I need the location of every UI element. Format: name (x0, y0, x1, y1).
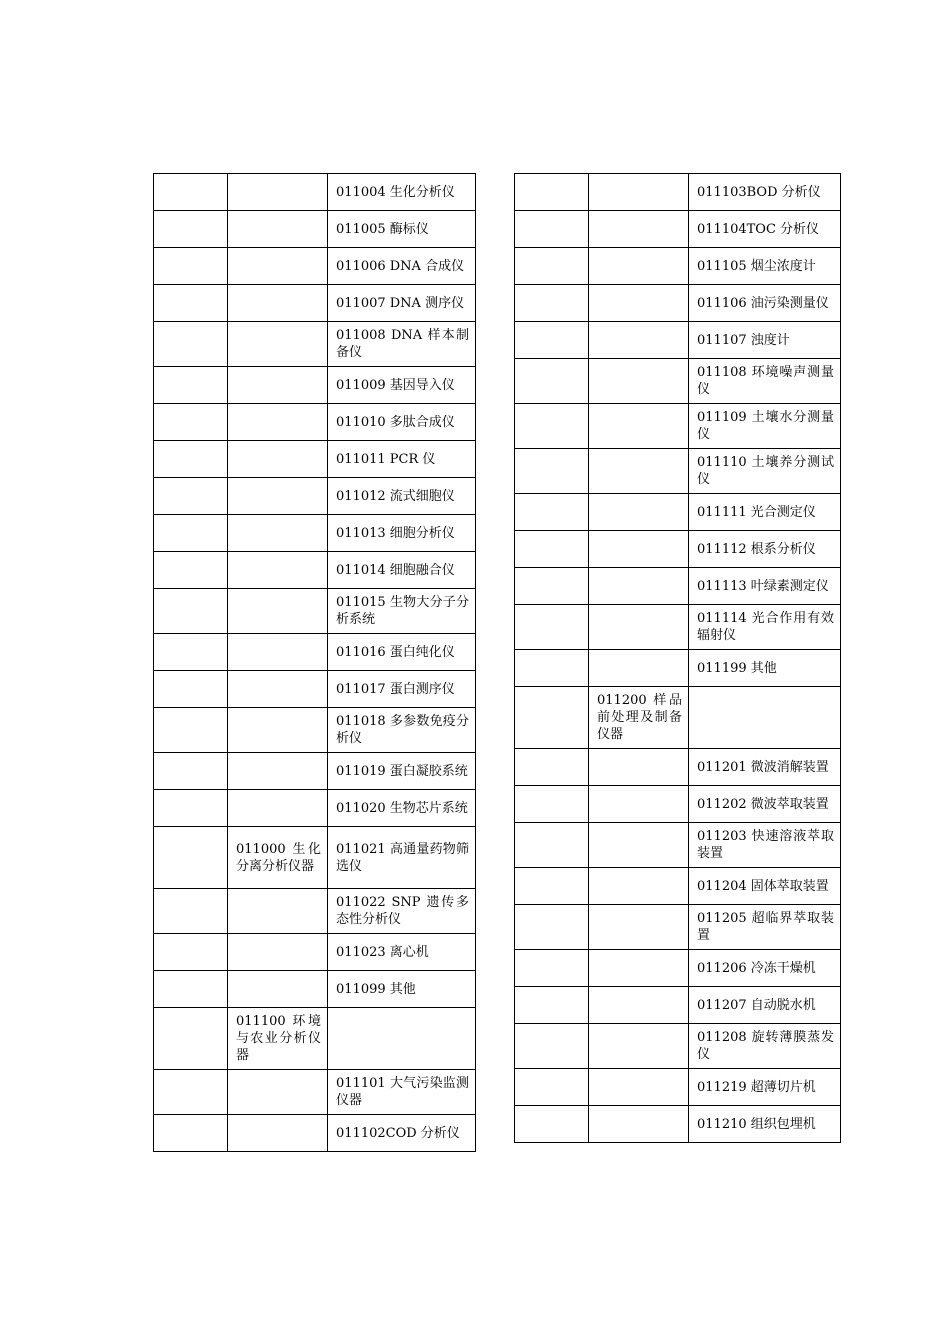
table-row (154, 285, 476, 322)
table-cell-category (228, 1115, 328, 1152)
table-cell-category (228, 404, 328, 441)
table-cell-category (589, 950, 689, 987)
table-cell-category (589, 786, 689, 823)
table-cell-item (689, 687, 841, 749)
table-row (515, 786, 841, 823)
table-cell-blank (154, 174, 228, 211)
table-row (515, 449, 841, 494)
table-cell-blank (515, 359, 589, 404)
table-cell-category (228, 515, 328, 552)
table-cell-category (228, 889, 328, 934)
table-cell-category (589, 1069, 689, 1106)
table-cell-item: 011107 浊度计 (689, 322, 841, 359)
table-cell-category (589, 605, 689, 650)
table-cell-blank (515, 1069, 589, 1106)
left-table-body (154, 174, 476, 1152)
table-cell-item: 011011 PCR 仪 (328, 441, 476, 478)
table-cell-category (589, 568, 689, 605)
table-cell-category (589, 531, 689, 568)
table-cell-item: 011201 微波消解装置 (689, 749, 841, 786)
table-row (154, 827, 476, 889)
table-row (154, 634, 476, 671)
table-row (154, 367, 476, 404)
table-row (515, 950, 841, 987)
table-cell-blank (154, 478, 228, 515)
table-cell-category (228, 589, 328, 634)
table-row (154, 790, 476, 827)
left-table (153, 173, 476, 1152)
table-row (515, 404, 841, 449)
table-row (515, 1024, 841, 1069)
table-cell-blank (515, 1106, 589, 1143)
table-cell-blank (515, 823, 589, 868)
table-cell-category (589, 905, 689, 950)
table-cell-blank (515, 285, 589, 322)
table-cell-blank (515, 605, 589, 650)
table-cell-blank (154, 634, 228, 671)
table-cell-blank (515, 786, 589, 823)
table-cell-item: 011104TOC 分析仪 (689, 211, 841, 248)
table-cell-category (589, 650, 689, 687)
table-cell-blank (515, 650, 589, 687)
table-cell-blank (515, 494, 589, 531)
table-cell-blank (154, 753, 228, 790)
table-cell-category (228, 753, 328, 790)
table-row (154, 322, 476, 367)
table-cell-item: 011109 土壤水分测量仪 (689, 404, 841, 449)
table-cell-item: 011108 环境噪声测量仪 (689, 359, 841, 404)
table-cell-item: 011210 组织包埋机 (689, 1106, 841, 1143)
table-row (154, 404, 476, 441)
table-cell-blank (154, 1115, 228, 1152)
table-row (515, 322, 841, 359)
table-row (154, 478, 476, 515)
table-cell-item: 011006 DNA 合成仪 (328, 248, 476, 285)
table-cell-category (589, 1106, 689, 1143)
table-cell-category (228, 211, 328, 248)
table-cell-blank (515, 950, 589, 987)
table-row (515, 285, 841, 322)
table-cell-category (589, 285, 689, 322)
table-row (154, 174, 476, 211)
table-cell-item: 011010 多肽合成仪 (328, 404, 476, 441)
table-cell-blank (515, 211, 589, 248)
table-row (515, 1106, 841, 1143)
table-cell-category (589, 359, 689, 404)
table-row (154, 708, 476, 753)
table-cell-item: 011021 高通量药物筛选仪 (328, 827, 476, 889)
table-cell-category (228, 367, 328, 404)
table-cell-item: 011102COD 分析仪 (328, 1115, 476, 1152)
table-row (515, 749, 841, 786)
table-row (515, 650, 841, 687)
table-cell-item: 011203 快速溶液萃取装置 (689, 823, 841, 868)
table-row (515, 568, 841, 605)
table-cell-blank (515, 687, 589, 749)
table-cell-item: 011014 细胞融合仪 (328, 552, 476, 589)
table-row (154, 934, 476, 971)
table-cell-blank (515, 987, 589, 1024)
table-cell-item: 011105 烟尘浓度计 (689, 248, 841, 285)
table-row (515, 211, 841, 248)
table-cell-item: 011199 其他 (689, 650, 841, 687)
table-row (154, 671, 476, 708)
table-cell-item: 011114 光合作用有效辐射仪 (689, 605, 841, 650)
table-cell-blank (515, 749, 589, 786)
table-cell-category (589, 404, 689, 449)
table-cell-blank (154, 248, 228, 285)
table-cell-blank (154, 1008, 228, 1070)
table-cell-item: 011019 蛋白凝胶系统 (328, 753, 476, 790)
table-cell-blank (515, 174, 589, 211)
table-row (154, 552, 476, 589)
table-cell-item: 011207 自动脱水机 (689, 987, 841, 1024)
table-cell-item: 011103BOD 分析仪 (689, 174, 841, 211)
table-cell-item: 011018 多参数免疫分析仪 (328, 708, 476, 753)
table-cell-category (589, 322, 689, 359)
table-cell-category (228, 671, 328, 708)
table-row (154, 441, 476, 478)
table-cell-category (589, 868, 689, 905)
table-row (515, 494, 841, 531)
table-cell-blank (515, 404, 589, 449)
table-cell-category (228, 248, 328, 285)
table-cell-blank (154, 515, 228, 552)
table-cell-blank (154, 589, 228, 634)
table-cell-item: 011205 超临界萃取装置 (689, 905, 841, 950)
table-cell-blank (154, 285, 228, 322)
table-cell-blank (154, 971, 228, 1008)
table-cell-category (589, 449, 689, 494)
table-cell-blank (515, 322, 589, 359)
table-row (515, 823, 841, 868)
table-cell-category (589, 1024, 689, 1069)
table-cell-blank (154, 671, 228, 708)
table-cell-category (228, 934, 328, 971)
table-row (515, 359, 841, 404)
table-cell-category: 011000 生化分离分析仪器 (228, 827, 328, 889)
table-row (154, 211, 476, 248)
table-row (515, 987, 841, 1024)
table-cell-blank (154, 441, 228, 478)
table-cell-item: 011101 大气污染监测仪器 (328, 1070, 476, 1115)
table-cell-category (228, 971, 328, 1008)
table-row (154, 971, 476, 1008)
table-cell-category: 011100 环境与农业分析仪器 (228, 1008, 328, 1070)
table-cell-item: 011013 细胞分析仪 (328, 515, 476, 552)
table-cell-blank (154, 708, 228, 753)
table-cell-blank (154, 552, 228, 589)
table-cell-item: 011012 流式细胞仪 (328, 478, 476, 515)
table-cell-item: 011017 蛋白测序仪 (328, 671, 476, 708)
right-table (514, 173, 841, 1143)
table-cell-item: 011106 油污染测量仪 (689, 285, 841, 322)
table-cell-blank (154, 1070, 228, 1115)
table-cell-item: 011206 冷冻干燥机 (689, 950, 841, 987)
table-row (515, 605, 841, 650)
table-cell-blank (515, 868, 589, 905)
table-cell-category (228, 790, 328, 827)
table-cell-category (228, 1070, 328, 1115)
table-cell-category (589, 174, 689, 211)
table-cell-blank (154, 889, 228, 934)
table-row (154, 248, 476, 285)
table-cell-item: 011113 叶绿素测定仪 (689, 568, 841, 605)
table-cell-item (328, 1008, 476, 1070)
table-cell-blank (515, 1024, 589, 1069)
table-cell-blank (154, 934, 228, 971)
table-row (515, 1069, 841, 1106)
table-row (515, 905, 841, 950)
table-row (154, 1070, 476, 1115)
table-cell-category (589, 823, 689, 868)
table-cell-item: 011015 生物大分子分析系统 (328, 589, 476, 634)
table-row (515, 174, 841, 211)
table-cell-category (228, 552, 328, 589)
table-cell-item: 011008 DNA 样本制备仪 (328, 322, 476, 367)
table-cell-item: 011020 生物芯片系统 (328, 790, 476, 827)
table-row (154, 889, 476, 934)
table-cell-blank (515, 449, 589, 494)
table-cell-item: 011009 基因导入仪 (328, 367, 476, 404)
table-cell-category (228, 441, 328, 478)
table-row (154, 753, 476, 790)
table-cell-category (228, 478, 328, 515)
table-cell-item: 011111 光合测定仪 (689, 494, 841, 531)
table-cell-category (589, 494, 689, 531)
table-cell-category (589, 749, 689, 786)
table-row (515, 687, 841, 749)
table-cell-item: 011016 蛋白纯化仪 (328, 634, 476, 671)
table-cell-category (228, 285, 328, 322)
right-table-body (515, 174, 841, 1143)
table-cell-blank (154, 827, 228, 889)
table-row (154, 589, 476, 634)
table-cell-item: 011219 超薄切片机 (689, 1069, 841, 1106)
table-cell-blank (154, 367, 228, 404)
table-cell-item: 011004 生化分析仪 (328, 174, 476, 211)
table-cell-item: 011022 SNP 遗传多态性分析仪 (328, 889, 476, 934)
table-cell-category (228, 634, 328, 671)
table-cell-item: 011208 旋转薄膜蒸发仪 (689, 1024, 841, 1069)
table-cell-category (228, 322, 328, 367)
table-cell-blank (515, 905, 589, 950)
table-cell-category (228, 174, 328, 211)
table-row (154, 515, 476, 552)
table-cell-blank (154, 404, 228, 441)
table-cell-item: 011023 离心机 (328, 934, 476, 971)
table-row (515, 868, 841, 905)
table-cell-item: 011202 微波萃取装置 (689, 786, 841, 823)
table-cell-item: 011204 固体萃取装置 (689, 868, 841, 905)
table-cell-blank (154, 211, 228, 248)
table-cell-item: 011112 根系分析仪 (689, 531, 841, 568)
table-cell-blank (515, 531, 589, 568)
table-cell-blank (515, 568, 589, 605)
table-cell-item: 011005 酶标仪 (328, 211, 476, 248)
table-row (515, 531, 841, 568)
table-cell-item: 011110 土壤养分测试仪 (689, 449, 841, 494)
table-cell-blank (154, 322, 228, 367)
table-cell-category (589, 211, 689, 248)
table-row (154, 1115, 476, 1152)
table-cell-blank (154, 790, 228, 827)
table-cell-item: 011099 其他 (328, 971, 476, 1008)
table-cell-category (589, 248, 689, 285)
table-row (154, 1008, 476, 1070)
table-cell-category (228, 708, 328, 753)
table-row (515, 248, 841, 285)
table-cell-item: 011007 DNA 测序仪 (328, 285, 476, 322)
table-cell-category: 011200 样品前处理及制备仪器 (589, 687, 689, 749)
table-cell-blank (515, 248, 589, 285)
table-cell-category (589, 987, 689, 1024)
